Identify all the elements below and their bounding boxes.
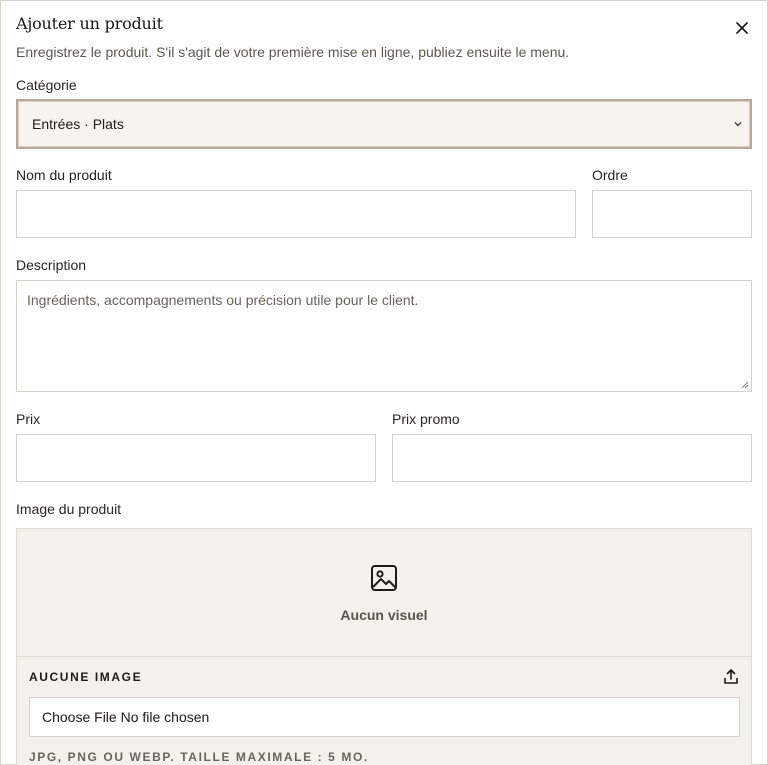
category-label: Catégorie xyxy=(16,77,77,93)
description-placeholder: Ingrédients, accompagnements ou précision utile pour le client. xyxy=(27,292,419,308)
chevron-down-icon xyxy=(732,118,744,130)
upload-icon[interactable] xyxy=(722,668,740,686)
order-input[interactable] xyxy=(592,190,752,238)
category-select[interactable] xyxy=(16,99,752,149)
description-textarea[interactable] xyxy=(16,280,752,392)
no-visual-text: Aucun visuel xyxy=(340,607,428,623)
image-label: Image du produit xyxy=(16,501,122,517)
product-name-label: Nom du produit xyxy=(16,167,112,183)
promo-price-input[interactable] xyxy=(392,434,752,482)
close-icon[interactable] xyxy=(732,18,752,38)
dialog-title: Ajouter un produit xyxy=(16,14,163,33)
file-hint: JPG, PNG OU WEBP. TAILLE MAXIMALE : 5 MO. xyxy=(29,750,369,764)
description-label: Description xyxy=(16,257,87,273)
image-preview xyxy=(17,529,751,657)
file-input[interactable]: Choose File No file chosen xyxy=(29,697,740,737)
promo-price-label: Prix promo xyxy=(392,411,460,427)
image-upload-panel xyxy=(16,528,752,765)
image-icon xyxy=(369,563,399,593)
price-input[interactable] xyxy=(16,434,376,482)
category-value: Entrées · Plats xyxy=(32,116,124,132)
image-status: AUCUNE IMAGE xyxy=(29,670,143,684)
dialog-subtitle: Enregistrez le produit. S'il s'agit de votre première mise en ligne, publiez ensuite le menu. xyxy=(16,44,570,60)
resize-handle-icon[interactable] xyxy=(741,381,749,389)
price-label: Prix xyxy=(16,411,41,427)
order-label: Ordre xyxy=(592,167,628,183)
product-name-input[interactable] xyxy=(16,190,576,238)
